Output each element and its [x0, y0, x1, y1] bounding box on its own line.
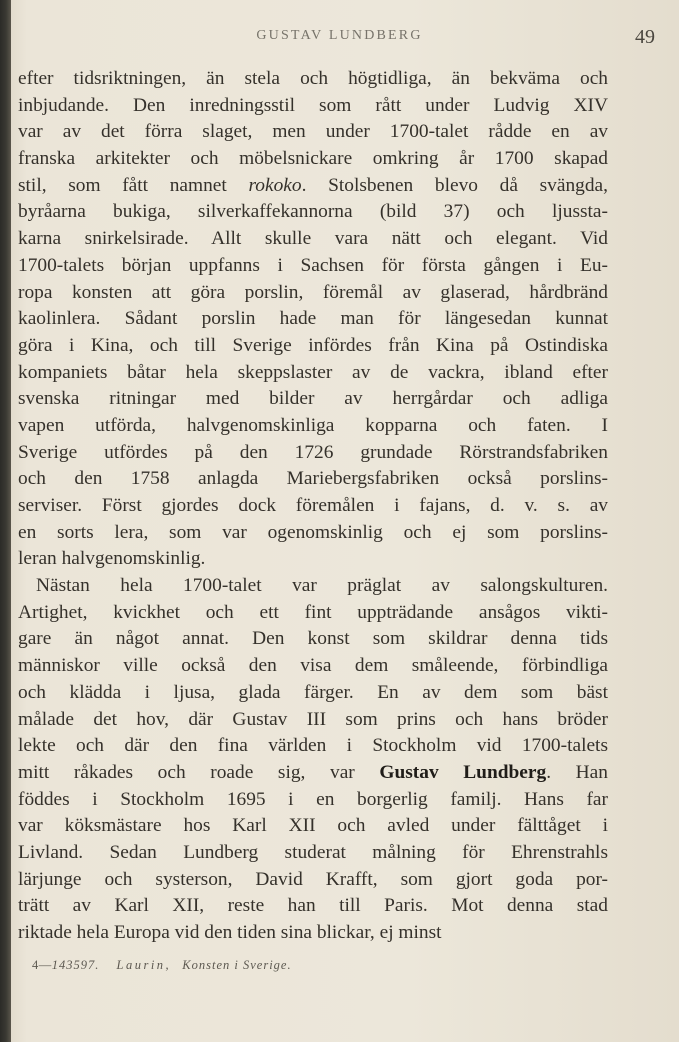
text-segment: karna snirkelsirade. Allt skulle vara nätt och elegant. Vid [18, 228, 608, 250]
text-line [18, 280, 608, 307]
text-line [18, 306, 608, 333]
text-line [18, 893, 608, 920]
signature-number: 4— [32, 958, 52, 972]
text-line [18, 867, 608, 894]
text-line [18, 493, 608, 520]
text-segment: inbjudande. Den inredningsstil som rått under Ludvig XIV [18, 94, 608, 116]
page-number: 49 [635, 26, 655, 48]
text-line [18, 573, 608, 600]
text-segment: stil, som fått namnet [18, 174, 249, 196]
text-segment: göra i Kina, och till Sverige infördes från Kina på Ostindiska [18, 334, 608, 356]
running-title: GUSTAV LUNDBERG [256, 28, 423, 43]
text-line [18, 66, 608, 93]
text-line [18, 840, 608, 867]
text-segment: målade det hov, där Gustav III som prins och hans bröder [18, 708, 608, 730]
text-line [18, 360, 608, 387]
text-line [18, 253, 608, 280]
body-text [18, 66, 608, 947]
text-line [18, 119, 608, 146]
text-line [18, 413, 608, 440]
bold-name: Gustav Lundberg [379, 761, 547, 783]
text-segment: 1700-talets början uppfanns i Sachsen för första gången i Eu- [18, 254, 608, 276]
print-code: 143597. [51, 958, 100, 972]
text-segment: . Han [546, 761, 608, 783]
text-segment: människor ville också den visa dem småleende, förbindliga [18, 655, 608, 677]
text-line [18, 626, 608, 653]
signature-author: Laurin, [116, 958, 172, 972]
text-line [18, 787, 608, 814]
text-segment: gare än något annat. Den konst som skildrar denna tids [18, 628, 608, 650]
signature-book-title: Konsten i Sverige. [182, 958, 292, 972]
text-line [18, 653, 608, 680]
text-segment: mitt råkades och roade sig, var [18, 761, 380, 783]
text-line [18, 680, 608, 707]
text-line [18, 440, 608, 467]
printer-signature [32, 958, 292, 978]
text-line [18, 733, 608, 760]
text-segment: lärjunge och systerson, David Krafft, som gjort goda por- [18, 868, 608, 890]
text-segment: var köksmästare hos Karl XII och avled under fälttåget i [18, 815, 608, 837]
text-segment: franska arkitekter och möbelsnickare omkring år 1700 skapad [18, 148, 608, 170]
text-segment: serviser. Först gjordes dock föremålen i fajans, d. v. s. av [18, 495, 608, 516]
text-segment: byråarna bukiga, silverkaffekannorna (bild 37) och ljussta- [18, 201, 608, 223]
text-segment: Artighet, kvickhet och ett fint uppträdande ansågos vikti- [18, 601, 608, 623]
text-line [18, 520, 608, 547]
text-segment: efter tidsriktningen, än stela och högtidliga, än bekväma och [18, 68, 608, 89]
text-line [18, 93, 608, 120]
text-segment: var av det förra slaget, men under 1700-talet rådde en av [18, 121, 608, 143]
text-segment: föddes i Stockholm 1695 i en borgerlig familj. Hans far [18, 788, 608, 810]
text-line [18, 173, 608, 200]
text-segment: leran halvgenomskinlig. [18, 548, 206, 570]
text-segment: . Stolsbenen blevo då svängda, [301, 174, 608, 196]
text-segment: och klädda i ljusa, glada färger. En av dem som bäst [18, 681, 608, 703]
text-segment: Nästan hela 1700-talet var präglat av salongskulturen. [36, 575, 608, 597]
running-head [14, 28, 665, 48]
text-segment: Livland. Sedan Lundberg studerat målning för Ehrenstrahls [18, 841, 608, 863]
text-line [18, 333, 608, 360]
text-segment: en sorts lera, som var ogenomskinlig och ej som porslins- [18, 521, 608, 543]
text-segment: kaolinlera. Sådant porslin hade man för längesedan kunnat [18, 308, 608, 330]
text-line [18, 146, 608, 173]
italic-term: rokoko [248, 174, 302, 196]
text-line [18, 760, 608, 787]
text-segment: vapen utförda, halvgenomskinliga kopparna och faten. I [18, 414, 608, 436]
text-line [18, 920, 608, 947]
text-line [18, 813, 608, 840]
text-segment: kompaniets båtar hela skeppslaster av de vackra, ibland efter [18, 361, 608, 383]
text-line [18, 546, 608, 573]
text-line [18, 226, 608, 253]
text-segment: Sverige utfördes på den 1726 grundade Rörstrandsfabriken [18, 441, 608, 463]
text-segment: trätt av Karl XII, reste han till Paris. Mot denna stad [18, 895, 608, 917]
text-segment: svenska ritningar med bilder av herrgårdar och adliga [18, 388, 608, 410]
text-segment: lekte och där den fina världen i Stockholm vid 1700-talets [18, 735, 608, 757]
text-segment: riktade hela Europa vid den tiden sina blickar, ej minst [18, 922, 442, 943]
text-segment: ropa konsten att göra porslin, föremål av glaserad, hårdbränd [18, 281, 608, 303]
text-line [18, 199, 608, 226]
text-line [18, 386, 608, 413]
binding-edge [0, 0, 11, 1042]
text-line [18, 466, 608, 493]
text-line [18, 707, 608, 734]
text-line [18, 600, 608, 627]
text-segment: och den 1758 anlagda Mariebergsfabriken också porslins- [18, 468, 608, 490]
